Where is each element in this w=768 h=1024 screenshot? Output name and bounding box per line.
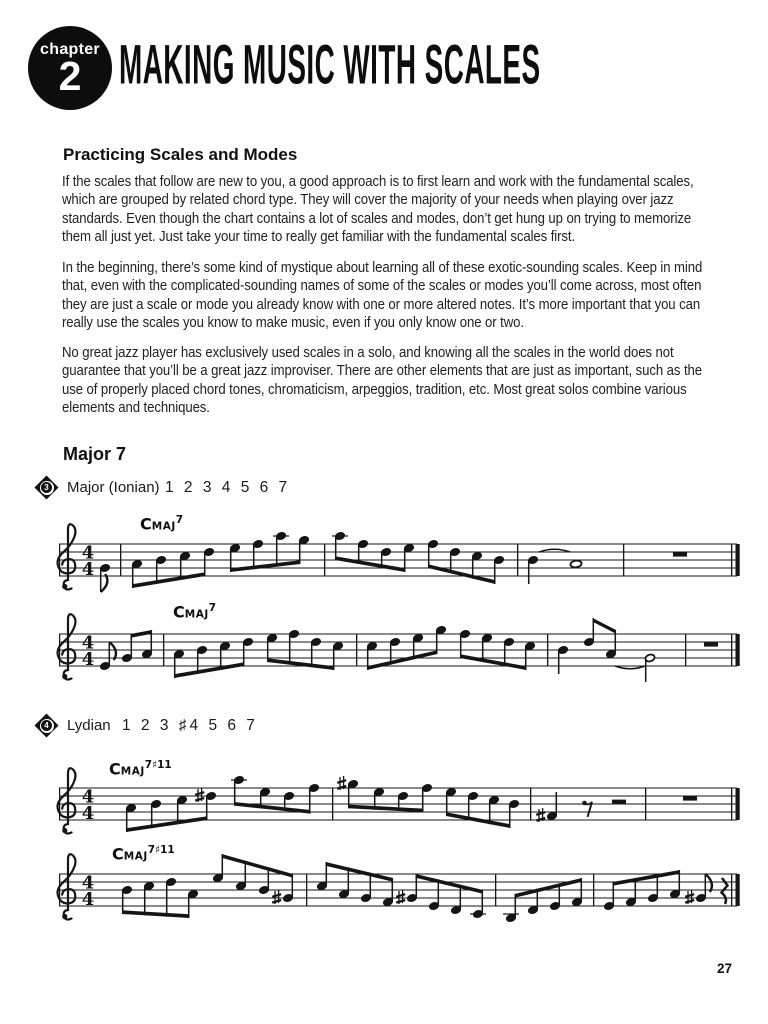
music-staff-2 xyxy=(25,602,765,698)
chord-symbol xyxy=(173,602,216,621)
barline xyxy=(623,544,624,576)
final-barline-thin xyxy=(731,544,732,576)
clef-dot xyxy=(62,828,67,833)
music-staff-1 xyxy=(25,516,765,608)
chord-root: C xyxy=(173,602,185,622)
barline xyxy=(324,544,325,576)
time-signature: 4 xyxy=(81,542,95,564)
final-barline-thick xyxy=(736,788,740,820)
section-heading: Practicing Scales and Modes xyxy=(63,145,298,164)
clef-dot xyxy=(62,674,67,679)
beam xyxy=(613,870,680,886)
barline xyxy=(685,634,686,666)
barline xyxy=(356,634,357,666)
final-barline-thin xyxy=(731,788,732,820)
time-signature: 4 xyxy=(81,786,95,808)
chapter-label: chapter xyxy=(40,41,100,58)
chord-quality: MAJ xyxy=(184,608,209,621)
track-number-icon xyxy=(34,475,60,501)
staff-notation-svg xyxy=(25,516,765,608)
track-number: 3 xyxy=(41,482,52,493)
eighth-flag xyxy=(109,642,116,660)
beam xyxy=(174,662,244,678)
chord-symbol xyxy=(140,514,183,533)
beam xyxy=(416,874,483,894)
whole-rest xyxy=(673,552,687,557)
chord-root: C xyxy=(140,514,152,534)
beam xyxy=(122,910,189,918)
final-barline-thin xyxy=(731,874,732,906)
chord-symbol xyxy=(109,759,172,778)
chord-extension: 7 xyxy=(175,514,184,526)
beam xyxy=(367,650,437,670)
chord-extension: 7♯11 xyxy=(144,759,172,771)
scale-degrees: 1 2 3 4 5 6 7 xyxy=(165,479,291,496)
beam xyxy=(126,816,207,832)
paragraph-3: No great jazz player has exclusively used scales in a solo, and knowing all the scales in the world does not guarantee that you’ll be a great jazz improviser. There are other elements that are just as important, such as the use of properly placed chord tones, chromaticism, arpeggios, tradition, etc. Most great solos combine various elements and techniques. xyxy=(62,345,703,417)
beam xyxy=(230,560,300,572)
barline xyxy=(547,634,548,666)
whole-rest xyxy=(683,796,697,801)
clef-dot xyxy=(62,584,67,589)
example-row-ionian xyxy=(0,475,768,501)
treble-clef-icon xyxy=(58,524,76,589)
page-title: MAKING MUSIC WITH SCALES xyxy=(119,33,541,96)
time-signature: 4 xyxy=(81,632,95,654)
staff-notation-svg xyxy=(25,606,765,698)
track-number: 4 xyxy=(41,720,52,731)
final-barline-thick xyxy=(736,634,740,666)
chord-root: C xyxy=(109,759,121,779)
paragraph-1: If the scales that follow are new to you, a good approach is to first learn and work with the fundamental scales, which are grouped by related chord type. They will cover the majority of your needs when playing over jazz standards. Even though the chart contains a lot of scales and modes, don’t get hung up on trying to memorize them all just yet. Just take your time to really get familiar with the fundamental scales first. xyxy=(62,174,694,246)
beam xyxy=(348,805,423,813)
chord-quality: MAJ xyxy=(151,520,176,533)
chord-symbol xyxy=(112,844,175,863)
track-number-icon xyxy=(34,713,60,739)
chapter-number: 2 xyxy=(58,53,82,99)
eighth-flag xyxy=(101,574,108,592)
notehead xyxy=(570,560,582,568)
half-rest xyxy=(612,800,626,805)
major7-heading: Major 7 xyxy=(63,444,127,464)
treble-clef-icon xyxy=(58,768,76,833)
scale-name: Lydian xyxy=(67,717,111,734)
music-staff-4 xyxy=(25,846,765,938)
barline xyxy=(332,788,333,820)
time-signature: 4 xyxy=(81,559,95,580)
time-signature: 4 xyxy=(81,649,95,670)
chord-quality: MAJ xyxy=(123,850,148,863)
final-barline-thin xyxy=(731,634,732,666)
whole-rest xyxy=(704,642,718,647)
chord-quality: MAJ xyxy=(120,765,145,778)
chord-extension: 7 xyxy=(208,602,217,614)
barline xyxy=(645,788,646,820)
paragraph-2: In the beginning, there’s some kind of mystique about learning all of these exotic-sounding scales. Keep in mind that, even with the complicated-sounding names of some of the scales or modes you’ll come across, most often they are just a scale or mode you already know with one or more altered notes. It’s more important that you can really use the scales you know to make music, even if you only know one or two. xyxy=(62,260,703,332)
time-signature: 4 xyxy=(81,872,95,894)
beam xyxy=(515,878,582,898)
beam xyxy=(428,564,495,584)
time-signature: 4 xyxy=(81,889,95,910)
beam xyxy=(132,572,205,588)
scale-name: Major (Ionian) xyxy=(67,479,160,496)
treble-clef-icon xyxy=(58,614,76,679)
barline xyxy=(530,788,531,820)
chord-root: C xyxy=(112,844,124,864)
beam xyxy=(326,862,393,882)
beam xyxy=(335,556,405,572)
page-number: 27 xyxy=(716,961,732,976)
clef-dot xyxy=(62,914,67,919)
chapter-badge xyxy=(28,26,112,110)
barline xyxy=(593,874,594,906)
barline xyxy=(306,874,307,906)
music-staff-3 xyxy=(25,760,765,852)
beam xyxy=(131,630,152,638)
final-barline-thick xyxy=(736,874,740,906)
barline xyxy=(120,544,121,576)
beam xyxy=(593,618,616,634)
treble-clef-icon xyxy=(58,854,76,919)
beam xyxy=(460,654,526,670)
barline xyxy=(495,874,496,906)
final-barline-thick xyxy=(736,544,740,576)
time-signature: 4 xyxy=(81,803,95,824)
eighth-flag xyxy=(705,874,712,892)
barline xyxy=(163,634,164,666)
scale-degrees: 1 2 3 ♯4 5 6 7 xyxy=(122,717,258,734)
example-row-lydian xyxy=(0,713,768,739)
chord-extension: 7♯11 xyxy=(147,844,175,856)
beam xyxy=(267,658,334,670)
barline xyxy=(517,544,518,576)
